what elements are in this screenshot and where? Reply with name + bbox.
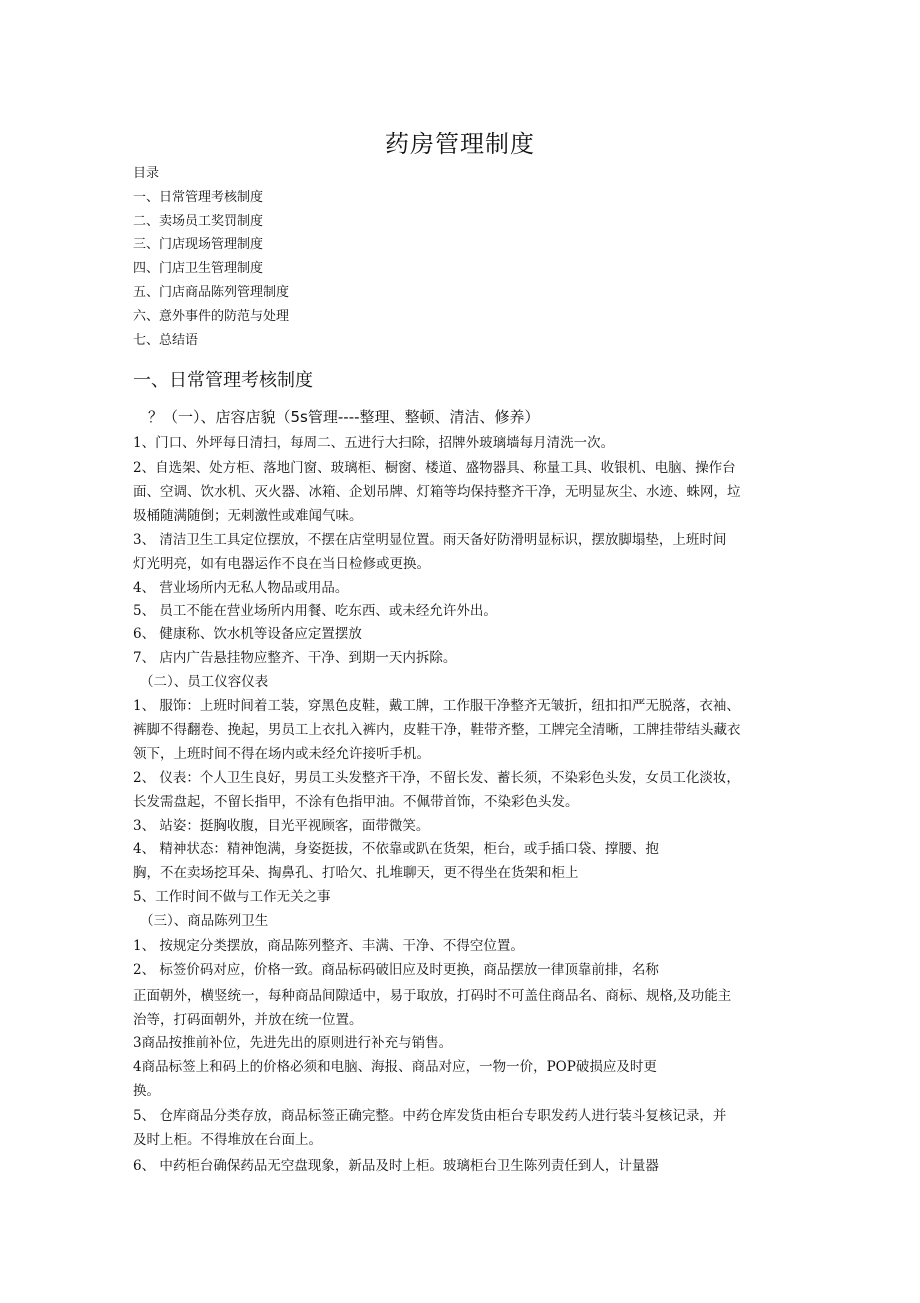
body-line: 1、门口、外坪每日清扫，每周二、五进行大扫除，招牌外玻璃墙每月清洗一次。 [133, 435, 615, 451]
body-line: 5、 仓库商品分类存放，商品标签正确完整。中药仓库发货由柜台专职发药人进行装斗复核记录，并 [133, 1108, 727, 1124]
toc-item: 三、门店现场管理制度 [133, 237, 264, 252]
body-line: 4、 精神状态：精神饱满，身姿挺拔，不依靠或趴在货架，柜台，或手插口袋、撑腰、抱 [133, 841, 659, 857]
body-line: 3商品按推前补位，先进先出的原则进行补充与销售。 [133, 1035, 453, 1051]
toc-heading: 目录 [133, 166, 160, 181]
subsection-5s: 5s管理---- [290, 408, 360, 426]
subsection-prefix: ？（一）、店容店貌（ [148, 408, 291, 426]
body-line: 4、 营业场所内无私人物品或用品。 [133, 580, 349, 596]
body-line: 面、空调、饮水机、灭火器、冰箱、企划吊牌、灯箱等均保持整齐干净，无明显灰尘、水迹、蛛网，垃 [133, 484, 741, 500]
section-heading: 一、日常管理考核制度 [133, 370, 313, 391]
toc-item: 七、总结语 [133, 333, 199, 348]
body-line: 4商品标签上和码上的价格必须和电脑、海报、商品对应，一物一价，POP破损应及时更 [133, 1059, 657, 1075]
body-line: 5、 员工不能在营业场所内用餐、吃东西、或未经允许外出。 [133, 603, 497, 619]
body-line: 及时上柜。不得堆放在台面上。 [133, 1132, 322, 1148]
toc-item: 四、门店卫生管理制度 [133, 261, 264, 276]
subsection-heading: （三）、商品陈列卫生 [140, 913, 269, 929]
body-line: 5、工作时间不做与工作无关之事 [133, 889, 331, 905]
subsection-heading: （二）、员工仪容仪表 [140, 674, 269, 690]
body-line: 胸，不在卖场挖耳朵、掏鼻孔、打哈欠、扎堆聊天，更不得坐在货架和柜上 [133, 865, 579, 881]
body-line: 长发需盘起，不留长指甲，不涂有色指甲油。不佩带首饰，不染彩色头发。 [133, 794, 579, 810]
body-line: 治等，打码面朝外，并放在统一位置。 [133, 1012, 363, 1028]
body-line: 裤脚不得翻卷、挽起，男员工上衣扎入裤内，皮鞋干净，鞋带齐整，工牌完全清晰，工牌挂带结头藏衣 [133, 722, 741, 738]
body-line: 3、 清洁卫生工具定位摆放，不摆在店堂明显位置。雨天备好防滑明显标识，摆放脚塌垫，上班时间 [133, 532, 727, 548]
body-line: 2、自选架、处方柜、落地门窗、玻璃柜、橱窗、楼道、盛物器具、称量工具、收银机、电脑、操作台 [133, 460, 736, 476]
body-line: 圾桶随满随倒；无刺激性或难闻气味。 [133, 508, 363, 524]
toc-item: 一、日常管理考核制度 [133, 190, 264, 205]
body-line: 6、 健康称、饮水机等设备应定置摆放 [133, 626, 362, 642]
document-title: 药房管理制度 [385, 130, 535, 158]
body-line: 换。 [133, 1083, 160, 1099]
body-line: 灯光明亮，如有电器运作不良在当日检修或更换。 [133, 556, 430, 572]
body-line: 6、 中药柜台确保药品无空盘现象，新品及时上柜。玻璃柜台卫生陈列责任到人，计量器 [133, 1158, 659, 1174]
body-line: 1、 按规定分类摆放，商品陈列整齐、丰满、干净、不得空位置。 [133, 938, 524, 954]
subsection-suffix: 整理、整顿、清洁、修养） [359, 408, 540, 426]
subsection-heading [148, 409, 540, 425]
toc-item: 六、意外事件的防范与处理 [133, 309, 290, 324]
body-line: 3、 站姿：挺胸收腹，目光平视顾客，面带微笑。 [133, 818, 430, 834]
body-line: 1、 服饰：上班时间着工装，穿黑色皮鞋，戴工牌，工作服干净整齐无皱折，纽扣扣严无脱落，衣袖、 [133, 698, 740, 714]
body-line: 2、 标签价码对应，价格一致。商品标码破旧应及时更换，商品摆放一律顶靠前排，名称 [133, 962, 659, 978]
toc-item: 二、卖场员工奖罚制度 [133, 214, 264, 229]
body-line: 正面朝外，横竖统一，每种商品间隙适中，易于取放，打码时不可盖住商品名、商标、规格,及功能主 [133, 988, 732, 1004]
body-line: 2、 仪表：个人卫生良好，男员工头发整齐干净，不留长发、蓄长须，不染彩色头发，女员工化淡妆， [133, 770, 740, 786]
body-line: 7、 店内广告悬挂物应整齐、干净、到期一天内拆除。 [133, 650, 457, 666]
toc-item: 五、门店商品陈列管理制度 [133, 285, 290, 300]
body-line: 领下，上班时间不得在场内或未经允许接听手机。 [133, 746, 430, 762]
